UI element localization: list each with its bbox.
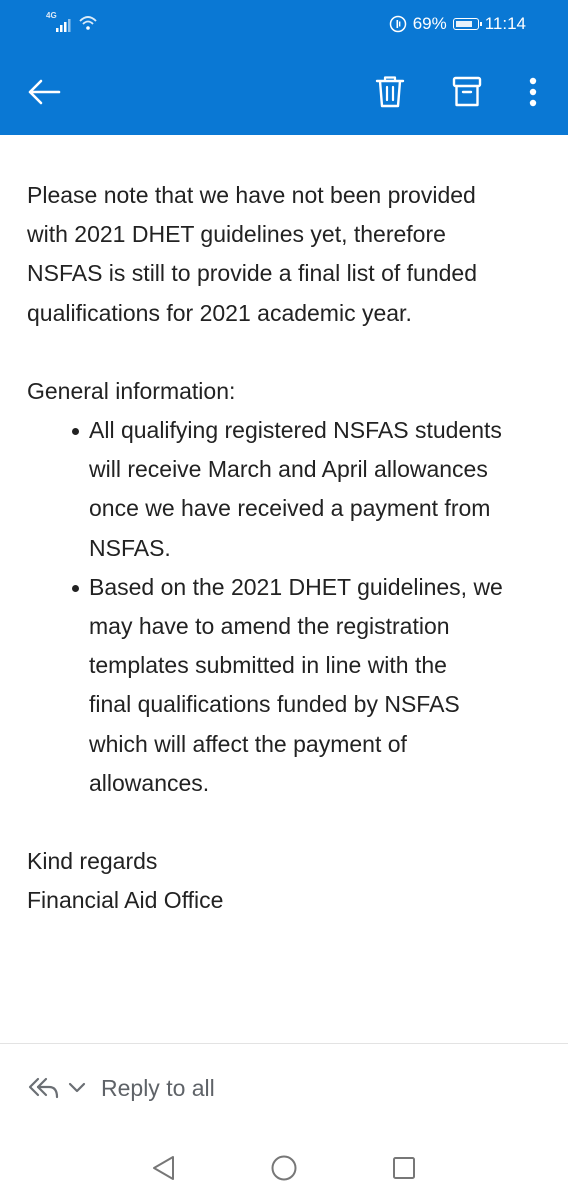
battery-percent: 69% [412,14,447,33]
arrow-left-icon [27,79,61,105]
bullet-line: which will affect the payment of [89,730,407,757]
reply-divider [0,1043,568,1044]
bullet-line: allowances. [89,769,210,796]
signal-area [46,12,102,34]
signature-text: Financial Aid Office [27,887,224,914]
more-options-button[interactable] [513,72,553,112]
back-button[interactable] [24,72,64,112]
intro-line: NSFAS is still to provide a final list of funded [27,260,477,287]
bullet-item [89,568,547,803]
intro-line: with 2021 DHET guidelines yet, therefore [27,221,446,248]
app-header [0,0,568,135]
section-heading: General information: [27,377,236,404]
nav-recents-button[interactable] [386,1150,422,1186]
intro-paragraph [27,176,547,333]
intro-line: Please note that we have not been provided [27,182,476,208]
nav-home-button[interactable] [266,1150,302,1186]
battery-icon [453,18,479,30]
trash-icon [375,75,405,109]
reply-all-button[interactable] [27,1068,215,1108]
bullet-item [89,411,547,568]
clock-time: 11:14 [484,14,526,33]
signal-icon [56,18,74,32]
bullet-line: final qualifications funded by NSFAS [89,691,460,718]
reply-all-icon [27,1076,59,1100]
closing-text: Kind regards [27,848,158,875]
intro-line: qualifications for 2021 academic year. [27,299,412,326]
bullet-line: once we have received a payment from [89,495,491,522]
delete-button[interactable] [370,72,410,112]
wifi-icon [78,14,98,32]
bullet-line: NSFAS. [89,534,171,561]
chevron-down-icon[interactable] [67,1081,87,1095]
bullet-line: All qualifying registered NSFAS students [89,417,502,444]
system-nav-bar [0,1136,568,1200]
bullet-line: may have to amend the registration [89,613,450,640]
reply-all-label: Reply to all [101,1074,215,1101]
status-bar [0,0,568,48]
archive-button[interactable] [447,72,487,112]
network-type-label: 4G [46,11,57,20]
data-saver-icon [389,15,407,33]
message-body [27,176,547,920]
archive-icon [452,76,482,108]
bullet-line: Based on the 2021 DHET guidelines, we [89,573,503,600]
bullet-line: templates submitted in line with the [89,652,447,679]
back-triangle-icon [150,1154,176,1182]
nav-back-button[interactable] [145,1150,181,1186]
bullet-line: will receive March and April allowances [89,456,488,483]
bullet-list [27,411,547,803]
more-vert-icon [529,77,537,107]
status-right-group [389,11,526,37]
recents-square-icon [391,1155,417,1181]
home-circle-icon [270,1154,298,1182]
